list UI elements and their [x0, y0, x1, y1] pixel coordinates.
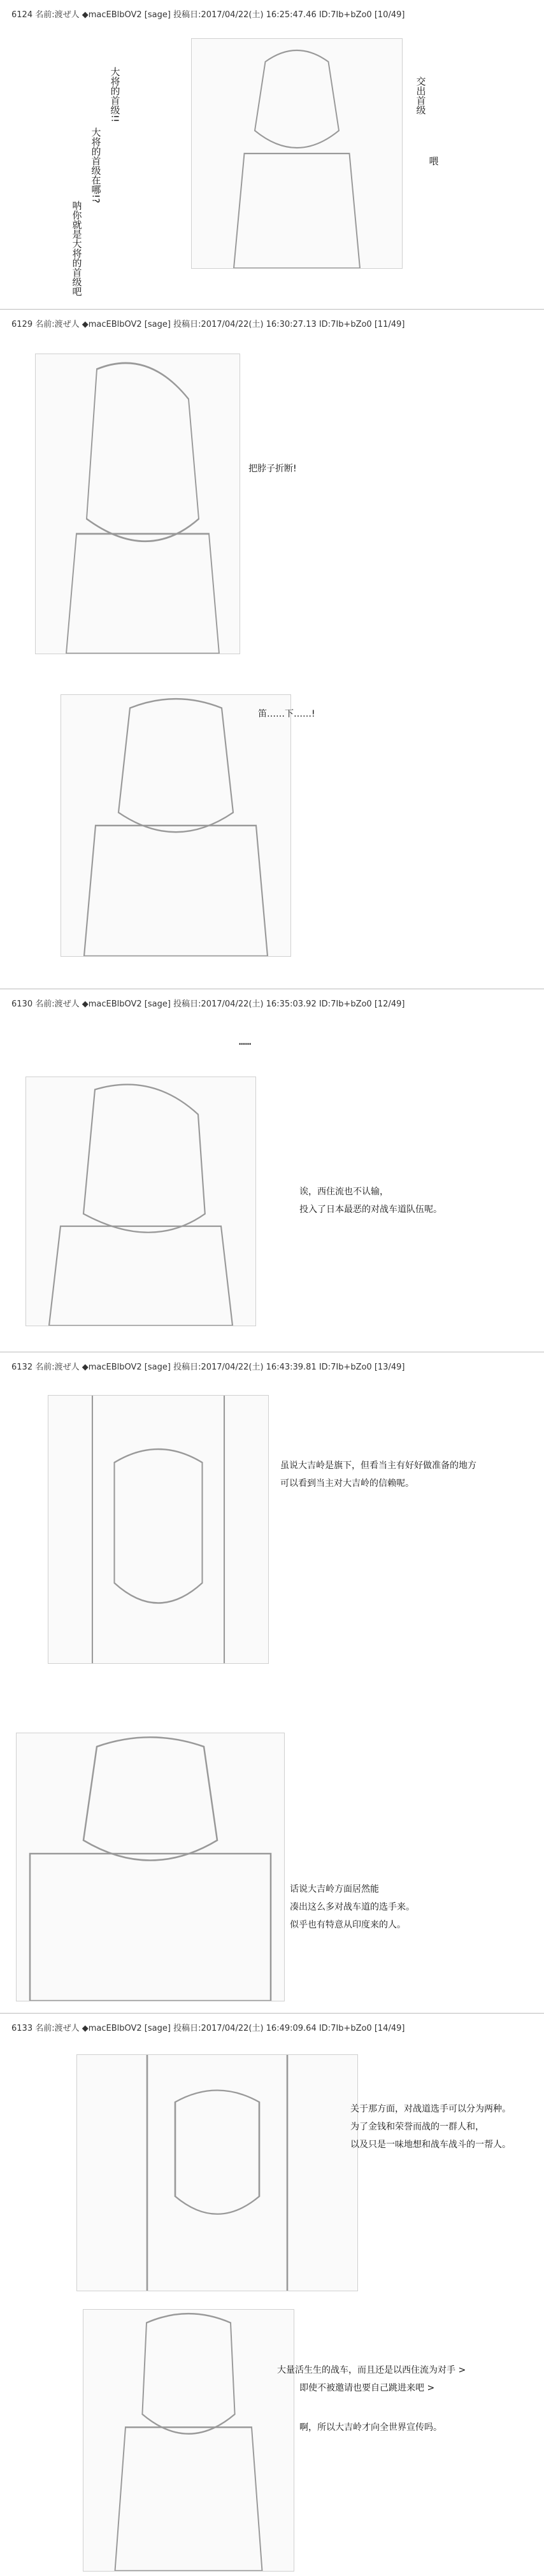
ascii-art-figure	[191, 38, 403, 269]
dialogue-text: 诶，西住流也不认输，	[299, 1187, 389, 1197]
post-header: 6129 名前:渡ぜ人 ◆macEBlbOV2 [sage] 投稿日:2017/04/22(土) 16:30:27.13 ID:7Ib+bZo0 [11/49]	[11, 320, 405, 329]
dialogue-text: 凑出这么多对战车道的选手来。	[290, 1902, 415, 1912]
dialogue-text: 虽说大吉岭是旗下，但看当主有好好做准备的地方	[280, 1461, 476, 1471]
shout-text: 交出首级	[415, 76, 427, 115]
post-divider	[0, 2013, 544, 2014]
ascii-art-figure	[61, 694, 291, 957]
figure-sketch	[61, 695, 290, 956]
dialogue-text: 关于那方面，对战道选手可以分为两种。	[350, 2104, 511, 2114]
dialogue-text: 投入了日本最恶的对战车道队伍呢。	[299, 1205, 442, 1215]
figure-sketch	[192, 39, 402, 268]
shout-text: 大将的首级在哪!?	[90, 127, 102, 203]
post-header: 6124 名前:渡ぜ人 ◆macEBlbOV2 [sage] 投稿日:2017/04/22(土) 16:25:47.46 ID:7Ib+bZo0 [10/49]	[11, 10, 405, 20]
figure-sketch	[26, 1077, 255, 1326]
post-divider	[0, 309, 544, 310]
ascii-art-figure	[25, 1077, 256, 1326]
dialogue-text: 以及只是一味地想和战车战斗的一帮人。	[350, 2140, 511, 2150]
post-header: 6132 名前:渡ぜ人 ◆macEBlbOV2 [sage] 投稿日:2017/04/22(土) 16:43:39.81 ID:7Ib+bZo0 [13/49]	[11, 1363, 405, 1372]
figure-sketch	[48, 1396, 268, 1663]
dialogue-text: 即使不被邀请也要自己跳进来吧 >	[299, 2383, 435, 2393]
figure-sketch	[36, 354, 240, 654]
shout-text: 大将的首级!!	[109, 67, 121, 123]
figure-sketch	[17, 1733, 284, 2001]
shout-text: 喂	[427, 156, 440, 166]
dialogue-text: 可以看到当主对大吉岭的信赖呢。	[280, 1478, 414, 1489]
ascii-art-figure	[76, 2054, 358, 2291]
ascii-art-figure	[48, 1395, 269, 1664]
ellipsis-text: ……	[239, 1035, 252, 1047]
figure-sketch	[77, 2055, 357, 2291]
post-header: 6133 名前:渡ぜ人 ◆macEBlbOV2 [sage] 投稿日:2017/04/22(土) 16:49:09.64 ID:7Ib+bZo0 [14/49]	[11, 2024, 405, 2033]
dialogue-text: 似乎也有特意从印度来的人。	[290, 1920, 406, 1930]
ascii-art-figure	[16, 1733, 285, 2001]
post-header: 6130 名前:渡ぜ人 ◆macEBlbOV2 [sage] 投稿日:2017/04/22(土) 16:35:03.92 ID:7Ib+bZo0 [12/49]	[11, 999, 405, 1009]
dialogue-text: 话说大吉岭方面居然能	[290, 1884, 379, 1894]
ascii-art-figure	[83, 2309, 294, 2572]
dialogue-text: 把脖子折断!	[248, 464, 297, 474]
figure-sketch	[83, 2310, 294, 2571]
ascii-art-figure	[35, 354, 240, 654]
shout-text: 呐你就是大将的首级吧	[71, 201, 83, 296]
dialogue-text: 啊，所以大吉岭才向全世界宣传吗。	[299, 2422, 442, 2433]
dialogue-text: 为了金钱和荣誉而战的一群人和，	[350, 2122, 484, 2132]
dialogue-text: 笛……下……!	[258, 709, 315, 719]
dialogue-text: 大量活生生的战车，而且还是以西住流为对手 >	[277, 2365, 466, 2375]
